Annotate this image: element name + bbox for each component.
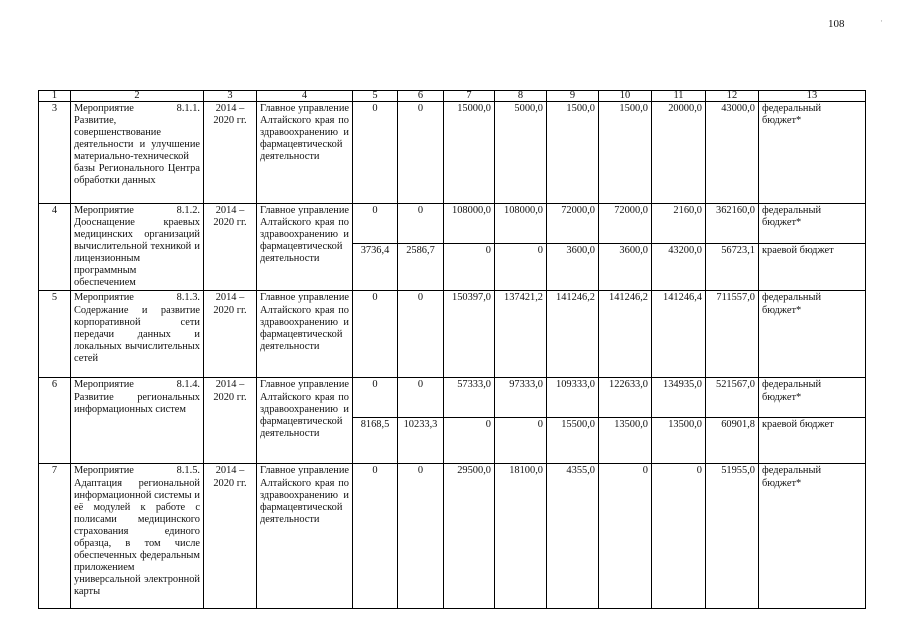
amount-cell: 3600,0 [599, 244, 652, 291]
amount-cell: 0 [353, 204, 398, 244]
amount-cell: 108000,0 [444, 204, 495, 244]
header-cell: 3 [204, 91, 257, 102]
amount-cell: 109333,0 [547, 378, 599, 418]
funding-source-cell: федеральный бюджет* [759, 102, 866, 204]
amount-cell: 0 [398, 291, 444, 378]
amount-cell: 72000,0 [547, 204, 599, 244]
amount-cell: 134935,0 [652, 378, 706, 418]
amount-cell: 97333,0 [495, 378, 547, 418]
header-cell: 13 [759, 91, 866, 102]
row-number-cell: 4 [39, 204, 71, 291]
corner-mark: · [880, 16, 883, 26]
measure-name-cell: Мероприятие 8.1.4. Развитие региональных информационных систем [71, 378, 204, 464]
amount-cell: 29500,0 [444, 464, 495, 609]
period-cell: 2014 – 2020 гг. [204, 378, 257, 464]
amount-cell: 141246,2 [547, 291, 599, 378]
amount-cell: 57333,0 [444, 378, 495, 418]
header-cell: 10 [599, 91, 652, 102]
executor-cell: Главное управление Алтайского края по здравоохранению и фармацевтической деятельности [257, 102, 353, 204]
row-number-cell: 6 [39, 378, 71, 464]
amount-cell: 13500,0 [599, 418, 652, 464]
budget-table [38, 90, 866, 609]
executor-cell: Главное управление Алтайского края по здравоохранению и фармацевтической деятельности [257, 291, 353, 378]
header-cell: 6 [398, 91, 444, 102]
amount-cell: 13500,0 [652, 418, 706, 464]
funding-source-cell: краевой бюджет [759, 244, 866, 291]
header-cell: 2 [71, 91, 204, 102]
amount-cell: 3736,4 [353, 244, 398, 291]
period-cell: 2014 – 2020 гг. [204, 102, 257, 204]
amount-cell: 72000,0 [599, 204, 652, 244]
header-cell: 11 [652, 91, 706, 102]
amount-cell: 51955,0 [706, 464, 759, 609]
amount-cell: 0 [444, 244, 495, 291]
header-cell: 9 [547, 91, 599, 102]
table-row [39, 204, 866, 244]
period-cell: 2014 – 2020 гг. [204, 204, 257, 291]
measure-name-cell: Мероприятие 8.1.5. Адаптация региональной информационной системы и её модулей к работе с полисами медицинского страхования единого образца, в том числе обеспеченных федеральным приложением универсальной электронной карты [71, 464, 204, 609]
executor-cell: Главное управление Алтайского края по здравоохранению и фармацевтической деятельности [257, 378, 353, 464]
table-row [39, 464, 866, 609]
amount-cell: 43200,0 [652, 244, 706, 291]
period-cell: 2014 – 2020 гг. [204, 291, 257, 378]
header-cell: 5 [353, 91, 398, 102]
header-cell: 4 [257, 91, 353, 102]
header-cell: 8 [495, 91, 547, 102]
row-number-cell: 3 [39, 102, 71, 204]
measure-name-cell: Мероприятие 8.1.1. Развитие, совершенствование деятельности и улучшение материально-технической базы Регионального Центра обработки данных [71, 102, 204, 204]
amount-cell: 0 [398, 464, 444, 609]
funding-source-cell: краевой бюджет [759, 418, 866, 464]
amount-cell: 521567,0 [706, 378, 759, 418]
amount-cell: 20000,0 [652, 102, 706, 204]
amount-cell: 0 [495, 418, 547, 464]
amount-cell: 0 [599, 464, 652, 609]
amount-cell: 0 [398, 204, 444, 244]
amount-cell: 0 [652, 464, 706, 609]
amount-cell: 0 [353, 378, 398, 418]
amount-cell: 0 [353, 291, 398, 378]
amount-cell: 10233,3 [398, 418, 444, 464]
amount-cell: 362160,0 [706, 204, 759, 244]
amount-cell: 711557,0 [706, 291, 759, 378]
amount-cell: 8168,5 [353, 418, 398, 464]
executor-cell: Главное управление Алтайского края по здравоохранению и фармацевтической деятельности [257, 204, 353, 291]
funding-source-cell: федеральный бюджет* [759, 291, 866, 378]
amount-cell: 150397,0 [444, 291, 495, 378]
amount-cell: 43000,0 [706, 102, 759, 204]
amount-cell: 0 [353, 102, 398, 204]
amount-cell: 0 [495, 244, 547, 291]
amount-cell: 15000,0 [444, 102, 495, 204]
amount-cell: 4355,0 [547, 464, 599, 609]
amount-cell: 1500,0 [547, 102, 599, 204]
amount-cell: 141246,2 [599, 291, 652, 378]
funding-source-cell: федеральный бюджет* [759, 378, 866, 418]
amount-cell: 1500,0 [599, 102, 652, 204]
funding-source-cell: федеральный бюджет* [759, 464, 866, 609]
amount-cell: 0 [353, 464, 398, 609]
amount-cell: 60901,8 [706, 418, 759, 464]
amount-cell: 141246,4 [652, 291, 706, 378]
period-cell: 2014 – 2020 гг. [204, 464, 257, 609]
amount-cell: 0 [398, 102, 444, 204]
table-row [39, 102, 866, 204]
amount-cell: 108000,0 [495, 204, 547, 244]
amount-cell: 5000,0 [495, 102, 547, 204]
amount-cell: 18100,0 [495, 464, 547, 609]
row-number-cell: 7 [39, 464, 71, 609]
measure-name-cell: Мероприятие 8.1.3. Содержание и развитие корпоративной сети передачи данных и локальных вычислительных сетей [71, 291, 204, 378]
header-row [39, 91, 866, 102]
amount-cell: 2160,0 [652, 204, 706, 244]
amount-cell: 0 [398, 378, 444, 418]
amount-cell: 137421,2 [495, 291, 547, 378]
amount-cell: 2586,7 [398, 244, 444, 291]
table-row [39, 291, 866, 378]
funding-source-cell: федеральный бюджет* [759, 204, 866, 244]
page-number: 108 [828, 18, 845, 30]
amount-cell: 15500,0 [547, 418, 599, 464]
table-row [39, 378, 866, 418]
row-number-cell: 5 [39, 291, 71, 378]
executor-cell: Главное управление Алтайского края по здравоохранению и фармацевтической деятельности [257, 464, 353, 609]
amount-cell: 122633,0 [599, 378, 652, 418]
header-cell: 12 [706, 91, 759, 102]
header-cell: 1 [39, 91, 71, 102]
header-cell: 7 [444, 91, 495, 102]
amount-cell: 56723,1 [706, 244, 759, 291]
amount-cell: 3600,0 [547, 244, 599, 291]
measure-name-cell: Мероприятие 8.1.2. Дооснащение краевых медицинских организаций вычислительной техникой и лицензионным программным обеспечением [71, 204, 204, 291]
amount-cell: 0 [444, 418, 495, 464]
